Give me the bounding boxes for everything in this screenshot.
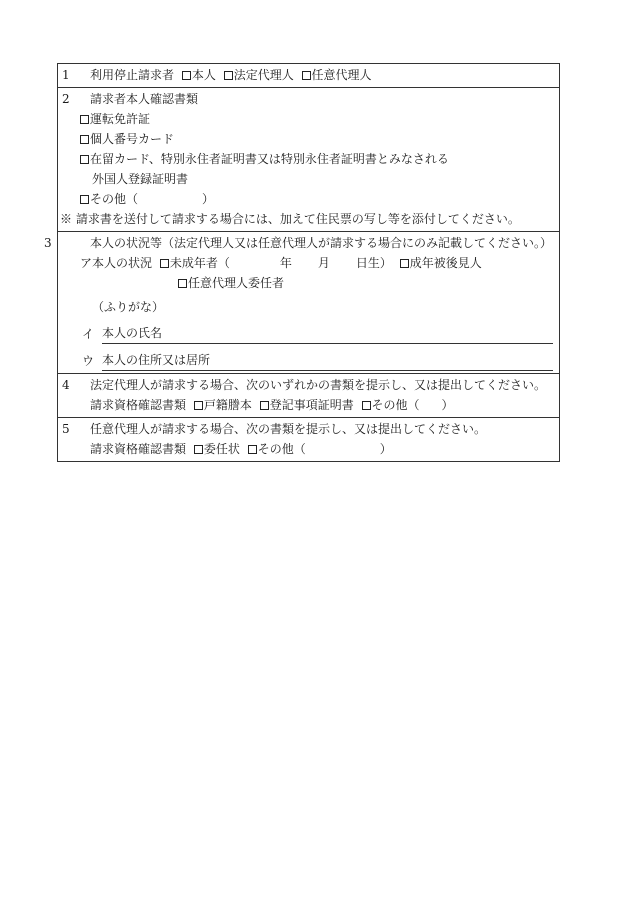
option-residence-card: 在留カード、特別永住者証明書又は特別永住者証明書とみなされる	[90, 152, 449, 166]
option-legal-other-close: ）	[441, 398, 454, 412]
checkbox-residence-card[interactable]	[80, 155, 89, 164]
option-voluntary-other-close: ）	[379, 442, 392, 456]
checkbox-my-number-card[interactable]	[80, 135, 89, 144]
checkbox-family-register[interactable]	[194, 401, 203, 410]
option-family-register: 戸籍謄本	[203, 398, 252, 412]
option-self: 本人	[191, 68, 216, 82]
option-other-id: その他（	[90, 192, 139, 206]
section-number: 2	[62, 92, 70, 106]
option-adult-ward: 成年被後見人	[409, 256, 482, 270]
birth-year-unit: 年	[279, 256, 292, 270]
checkbox-adult-ward[interactable]	[400, 259, 409, 268]
address-label: 本人の住所又は居所	[102, 350, 210, 371]
checkbox-self[interactable]	[182, 71, 191, 80]
section-identity-docs	[58, 87, 559, 231]
option-legal-agent: 法定代理人	[233, 68, 294, 82]
name-label: 本人の氏名	[102, 323, 162, 344]
checkbox-other-id[interactable]	[80, 195, 89, 204]
checkbox-voluntary-other[interactable]	[248, 445, 257, 454]
section-voluntary-agent	[58, 417, 559, 461]
furigana-label: （ふりがな）	[92, 300, 165, 314]
address-item-label: ウ	[82, 354, 95, 368]
voluntary-agent-instruction: 任意代理人が請求する場合、次の書類を提示し、又は提出してください。	[90, 422, 487, 436]
status-a-label: ア本人の状況	[80, 256, 153, 270]
option-voluntary-agent: 任意代理人	[311, 68, 372, 82]
section-legal-agent	[58, 373, 559, 417]
name-field[interactable]	[162, 329, 553, 344]
option-legal-other: その他（	[371, 398, 420, 412]
option-power-of-attorney: 委任状	[203, 442, 240, 456]
section-person-status	[44, 231, 559, 373]
birth-day-unit: 日生）	[355, 256, 392, 270]
section-number: 4	[62, 378, 70, 392]
checkbox-power-of-attorney[interactable]	[194, 445, 203, 454]
option-registry-certificate: 登記事項証明書	[269, 398, 354, 412]
section-number: 5	[62, 422, 70, 436]
checkbox-drivers-license[interactable]	[80, 115, 89, 124]
option-my-number-card: 個人番号カード	[90, 132, 175, 146]
person-status-label: 本人の状況等（法定代理人又は任意代理人が請求する場合にのみ記載してください。）	[90, 236, 553, 250]
identity-docs-label: 請求者本人確認書類	[90, 92, 199, 106]
legal-docs-label: 請求資格確認書類	[90, 398, 187, 412]
option-other-id-close: ）	[202, 192, 215, 206]
checkbox-voluntary-agent[interactable]	[302, 71, 311, 80]
request-form-table	[44, 63, 560, 462]
address-field[interactable]	[210, 356, 553, 371]
name-item-label: イ	[82, 327, 95, 341]
option-voluntary-other: その他（	[257, 442, 306, 456]
option-principal: 任意代理人委任者	[188, 276, 285, 290]
section-requester	[58, 64, 559, 87]
option-residence-card-cont: 外国人登録証明書	[92, 172, 189, 186]
checkbox-legal-agent[interactable]	[224, 71, 233, 80]
birth-month-unit: 月	[317, 256, 330, 270]
option-minor: 未成年者（	[169, 256, 230, 270]
checkbox-registry-certificate[interactable]	[260, 401, 269, 410]
legal-agent-instruction: 法定代理人が請求する場合、次のいずれかの書類を提示し、又は提出してください。	[90, 378, 547, 392]
voluntary-docs-label: 請求資格確認書類	[90, 442, 187, 456]
mailing-note: ※ 請求書を送付して請求する場合には、加えて住民票の写し等を添付してください。	[60, 212, 520, 226]
checkbox-principal[interactable]	[178, 279, 187, 288]
requester-label: 利用停止請求者	[90, 68, 175, 82]
checkbox-minor[interactable]	[160, 259, 169, 268]
section-number: 3	[44, 236, 52, 250]
checkbox-legal-other[interactable]	[362, 401, 371, 410]
option-drivers-license: 運転免許証	[90, 112, 151, 126]
section-number: 1	[62, 68, 70, 82]
